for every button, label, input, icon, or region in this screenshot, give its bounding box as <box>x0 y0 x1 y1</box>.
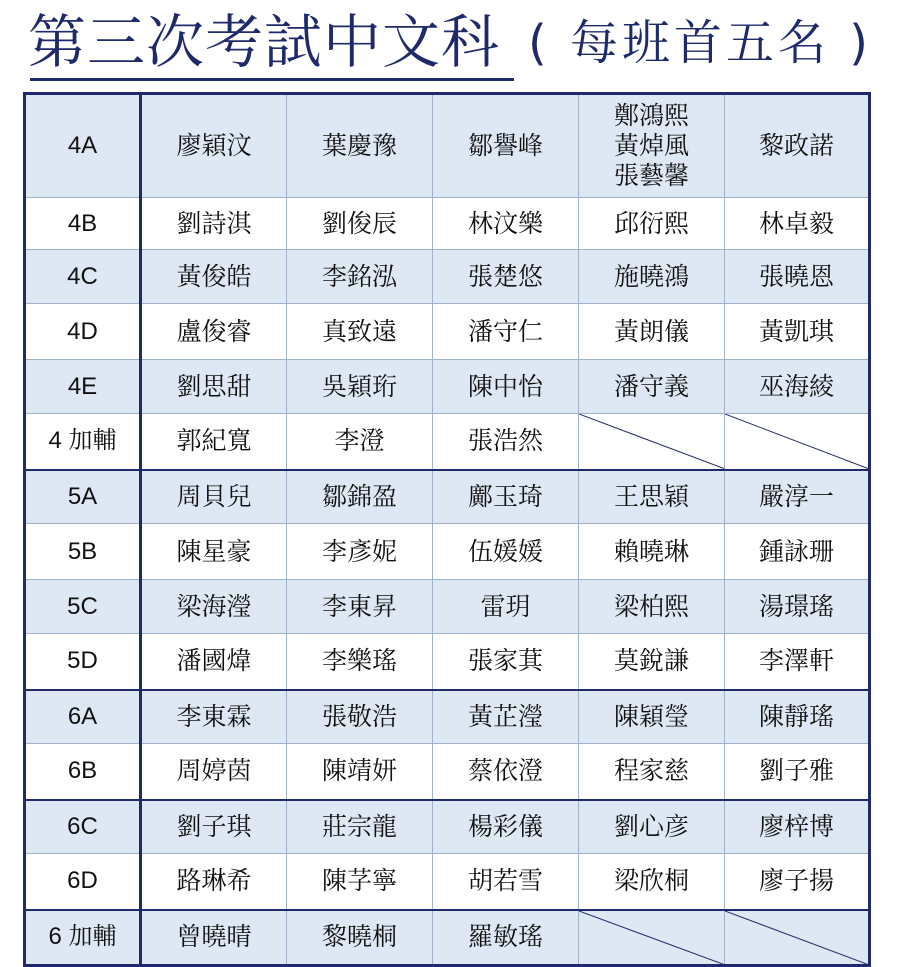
student-name: 林汶樂 <box>433 198 579 250</box>
student-name: 李澤軒 <box>725 634 870 690</box>
student-name: 陳穎瑩 <box>579 690 725 744</box>
student-name: 張曉恩 <box>725 250 870 304</box>
student-name: 黃凱琪 <box>725 304 870 360</box>
title-underline <box>30 78 514 81</box>
student-name: 張浩然 <box>433 414 579 470</box>
table-row <box>25 744 870 800</box>
title-subtitle: ( 每班首五名 ) <box>528 15 872 71</box>
student-name: 李東霖 <box>141 690 287 744</box>
class-label: 5A <box>25 470 141 524</box>
student-name: 路琳希 <box>141 854 287 910</box>
student-name: 蔡依澄 <box>433 744 579 800</box>
student-name: 廖子揚 <box>725 854 870 910</box>
student-name: 楊彩儀 <box>433 800 579 854</box>
student-name: 吳穎珩 <box>287 360 433 414</box>
class-label: 6C <box>25 800 141 854</box>
student-name: 巫海綾 <box>725 360 870 414</box>
student-name: 鄺玉琦 <box>433 470 579 524</box>
student-name: 潘國煒 <box>141 634 287 690</box>
student-name: 伍媛媛 <box>433 524 579 580</box>
student-name: 莊宗龍 <box>287 800 433 854</box>
table-row <box>25 690 870 744</box>
empty-cell <box>579 910 725 966</box>
student-name: 李東昇 <box>287 580 433 634</box>
student-name: 李銘泓 <box>287 250 433 304</box>
class-label: 4C <box>25 250 141 304</box>
table-row <box>25 524 870 580</box>
empty-cell <box>725 414 870 470</box>
student-name: 廖梓博 <box>725 800 870 854</box>
student-name: 黃芷瀅 <box>433 690 579 744</box>
student-name: 李澄 <box>287 414 433 470</box>
student-name: 陳星豪 <box>141 524 287 580</box>
table-row <box>25 250 870 304</box>
class-label: 6 加輔 <box>25 910 141 966</box>
student-name: 陳靜瑤 <box>725 690 870 744</box>
table-row <box>25 414 870 470</box>
class-label: 6A <box>25 690 141 744</box>
class-label: 6D <box>25 854 141 910</box>
student-name: 張藝馨 <box>613 161 689 190</box>
student-name: 郭紀寬 <box>141 414 287 470</box>
table-row <box>25 198 870 250</box>
class-label: 4E <box>25 360 141 414</box>
student-name: 梁欣桐 <box>579 854 725 910</box>
class-label: 4 加輔 <box>25 414 141 470</box>
student-name: 葉慶豫 <box>287 94 433 198</box>
student-name: 劉心彦 <box>579 800 725 854</box>
student-name: 黎政諾 <box>725 94 870 198</box>
empty-cell <box>579 414 725 470</box>
table-row <box>25 634 870 690</box>
student-name: 莫銳謙 <box>579 634 725 690</box>
diagonal-slash <box>579 414 724 469</box>
class-label: 5D <box>25 634 141 690</box>
student-name: 鄒譽峰 <box>433 94 579 198</box>
class-label: 4D <box>25 304 141 360</box>
student-name: 劉思甜 <box>141 360 287 414</box>
student-name: 邱衍熙 <box>579 198 725 250</box>
student-name: 周貝兒 <box>141 470 287 524</box>
student-name: 劉子雅 <box>725 744 870 800</box>
student-name: 劉俊辰 <box>287 198 433 250</box>
title-main: 第三次考試中文科 <box>28 8 501 76</box>
class-label: 4B <box>25 198 141 250</box>
student-name: 張家萁 <box>433 634 579 690</box>
student-name: 周婷茵 <box>141 744 287 800</box>
student-name: 黎曉桐 <box>287 910 433 966</box>
class-label: 5C <box>25 580 141 634</box>
student-name: 嚴淳一 <box>725 470 870 524</box>
class-label: 4A <box>25 94 141 198</box>
diagonal-slash <box>725 911 868 965</box>
student-name: 鄒錦盈 <box>287 470 433 524</box>
student-name: 胡若雪 <box>433 854 579 910</box>
student-name: 林卓毅 <box>725 198 870 250</box>
class-label: 5B <box>25 524 141 580</box>
student-name: 真致遠 <box>287 304 433 360</box>
student-name: 盧俊睿 <box>141 304 287 360</box>
student-name: 程家慈 <box>579 744 725 800</box>
ranking-table <box>23 92 871 967</box>
page-title <box>28 4 888 82</box>
student-name: 施曉鴻 <box>579 250 725 304</box>
student-name: 梁柏熙 <box>579 580 725 634</box>
student-names <box>579 94 725 198</box>
student-name: 劉子琪 <box>141 800 287 854</box>
student-name: 陳芓寧 <box>287 854 433 910</box>
table-row <box>25 360 870 414</box>
student-name: 李彥妮 <box>287 524 433 580</box>
student-name: 潘守仁 <box>433 304 579 360</box>
student-name: 梁海瀅 <box>141 580 287 634</box>
student-name: 王思穎 <box>579 470 725 524</box>
table-row <box>25 94 870 198</box>
table-row <box>25 800 870 854</box>
student-name: 鍾詠珊 <box>725 524 870 580</box>
table-row <box>25 580 870 634</box>
student-name: 陳中怡 <box>433 360 579 414</box>
student-name: 潘守義 <box>579 360 725 414</box>
student-name: 雷玥 <box>433 580 579 634</box>
table-row <box>25 910 870 966</box>
student-name: 曾曉晴 <box>141 910 287 966</box>
class-label: 6B <box>25 744 141 800</box>
student-name: 羅敏瑤 <box>433 910 579 966</box>
diagonal-slash <box>725 414 868 469</box>
student-name: 張楚悠 <box>433 250 579 304</box>
table-row <box>25 304 870 360</box>
student-name: 黃焯風 <box>613 131 689 160</box>
diagonal-slash <box>579 911 724 965</box>
student-name: 黃俊皓 <box>141 250 287 304</box>
student-name: 賴曉琳 <box>579 524 725 580</box>
table-row <box>25 854 870 910</box>
empty-cell <box>725 910 870 966</box>
student-name: 廖穎汶 <box>141 94 287 198</box>
student-name: 黃朗儀 <box>579 304 725 360</box>
student-name: 劉詩淇 <box>141 198 287 250</box>
student-name: 張敬浩 <box>287 690 433 744</box>
student-name: 湯璟瑤 <box>725 580 870 634</box>
table-row <box>25 470 870 524</box>
student-name: 陳靖妍 <box>287 744 433 800</box>
student-name: 李樂瑤 <box>287 634 433 690</box>
student-name: 鄭鴻熙 <box>613 101 689 130</box>
